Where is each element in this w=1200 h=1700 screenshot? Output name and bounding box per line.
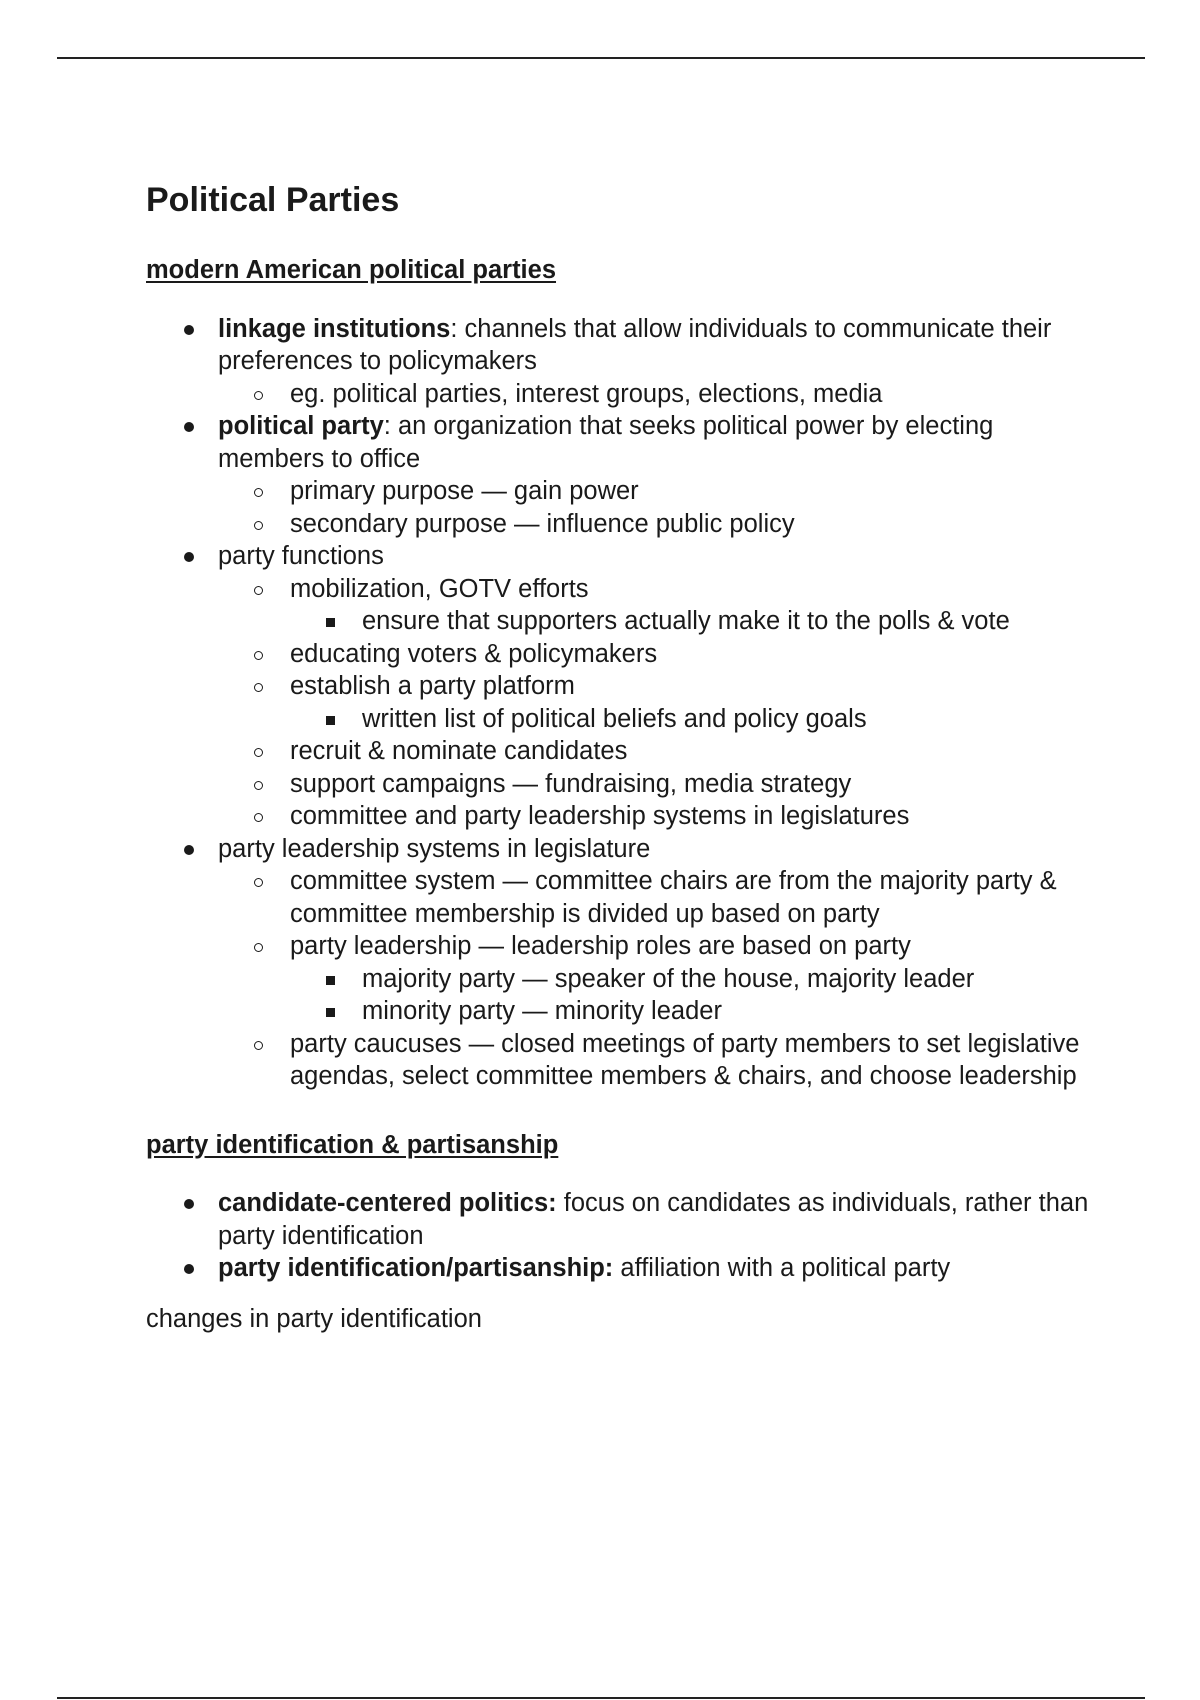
bullet-icon [184, 325, 194, 335]
bullet-icon [184, 845, 194, 855]
list-item-text: party leadership systems in legislature [218, 834, 651, 863]
bullet-icon [184, 1264, 194, 1274]
list-item-text: committee and party leadership systems in legislatures [290, 802, 910, 830]
list-item-text: primary purpose — gain power [290, 477, 639, 505]
hollow-bullet-icon [254, 651, 263, 660]
hollow-bullet-icon [254, 521, 263, 530]
bullet-icon [184, 422, 194, 432]
list-item [146, 540, 1096, 833]
hollow-bullet-icon [254, 586, 263, 595]
term: political party [218, 412, 384, 440]
list-item [146, 410, 1096, 540]
list-item [218, 573, 1096, 638]
hollow-bullet-icon [254, 813, 263, 822]
hollow-bullet-icon [254, 683, 263, 692]
definition: : channels that allow individuals to communicate their preferences to policymakers [218, 314, 1052, 375]
list-item [218, 1028, 1096, 1093]
list-item-text: establish a party platform [290, 672, 575, 700]
hollow-bullet-icon [254, 391, 263, 400]
list-item [218, 378, 1096, 411]
list-item [218, 475, 1096, 508]
hollow-bullet-icon [254, 488, 263, 497]
list-item [290, 703, 1096, 736]
document-page [146, 180, 1096, 1335]
list-item [290, 605, 1096, 638]
definition: focus on candidates as individuals, rather than party identification [218, 1189, 1089, 1250]
list-item [218, 508, 1096, 541]
list-item-text: eg. political parties, interest groups, elections, media [290, 379, 883, 408]
definition: : an organization that seeks political power by electing members to office [218, 412, 994, 473]
list-item [218, 638, 1096, 671]
list-item-text: majority party — speaker of the house, majority leader [362, 964, 975, 993]
section-heading-modern-parties: modern American political parties [146, 256, 557, 284]
bullet-icon [184, 552, 194, 562]
hollow-bullet-icon [254, 781, 263, 790]
list-item [218, 865, 1096, 930]
page-title: Political Parties [146, 181, 400, 219]
square-bullet-icon [326, 618, 335, 627]
list-item [146, 1187, 1096, 1252]
top-rule [57, 57, 1145, 59]
bullet-list-modern-parties [146, 313, 1096, 1093]
list-item-text: party functions [218, 542, 384, 570]
list-item-text: written list of political beliefs and policy goals [362, 704, 867, 733]
term: candidate-centered politics: [218, 1189, 557, 1217]
list-item-text: support campaigns — fundraising, media strategy [290, 769, 852, 798]
list-item-text: ensure that supporters actually make it to the polls & vote [362, 607, 1010, 635]
list-item [146, 1252, 1096, 1285]
list-item-text: secondary purpose — influence public policy [290, 509, 795, 538]
list-item-text: minority party — minority leader [362, 997, 722, 1025]
list-item-text: mobilization, GOTV efforts [290, 574, 589, 603]
term: linkage institutions [218, 314, 451, 343]
bullet-icon [184, 1199, 194, 1209]
list-item [146, 833, 1096, 1093]
list-item [218, 735, 1096, 768]
list-item-text: committee system — committee chairs are from the majority party & committee membership is divided up based on party [290, 867, 1057, 928]
list-item-text: educating voters & policymakers [290, 639, 658, 668]
list-item [146, 313, 1096, 411]
list-item [290, 963, 1096, 996]
bottom-rule [57, 1697, 1145, 1699]
paragraph-text: changes in party identification [146, 1304, 482, 1333]
list-item-text: party caucuses — closed meetings of party members to set legislative agendas, select committee members & chairs, and choose leadership [290, 1029, 1080, 1090]
term: party identification/partisanship: [218, 1254, 614, 1282]
list-item [218, 800, 1096, 833]
list-item [218, 670, 1096, 735]
list-item [218, 930, 1096, 1028]
definition: affiliation with a political party [613, 1254, 951, 1282]
square-bullet-icon [326, 716, 335, 725]
list-item [290, 995, 1096, 1028]
list-item-text: party leadership — leadership roles are based on party [290, 932, 911, 960]
hollow-bullet-icon [254, 878, 263, 887]
section-heading-party-identification: party identification & partisanship [146, 1130, 559, 1159]
square-bullet-icon [326, 976, 335, 985]
hollow-bullet-icon [254, 1041, 263, 1050]
hollow-bullet-icon [254, 748, 263, 757]
list-item [218, 768, 1096, 801]
list-item-text: recruit & nominate candidates [290, 737, 628, 765]
hollow-bullet-icon [254, 943, 263, 952]
bullet-list-party-identification [146, 1187, 1096, 1285]
square-bullet-icon [326, 1008, 335, 1017]
